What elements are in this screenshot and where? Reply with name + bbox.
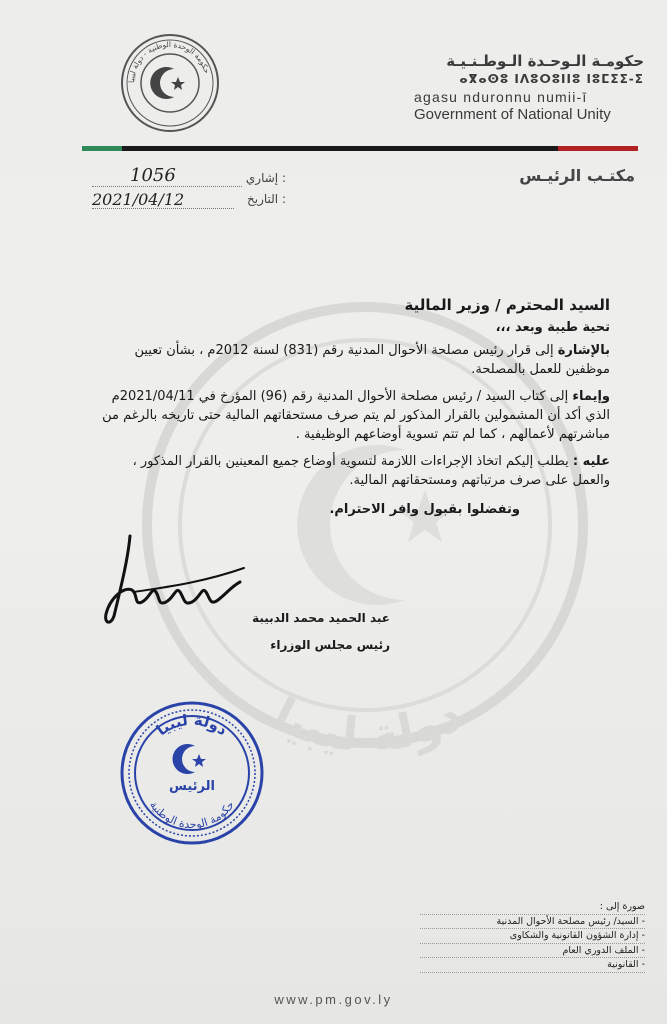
government-seal — [120, 33, 220, 133]
list-item: - القانونية — [420, 958, 645, 973]
government-name-amazigh-latin: agasu nduronnu numii-ī — [414, 89, 588, 105]
flag-black-stripe — [122, 146, 558, 151]
paragraph-context — [95, 387, 610, 444]
flag-red-stripe — [558, 146, 638, 151]
flag-color-bar — [82, 146, 638, 151]
list-item: - السيد/ رئيس مصلحة الأحوال المدنية — [420, 915, 645, 930]
paragraph-reference — [95, 341, 610, 379]
closing-line: وتفضلوا بقبول وافر الاحترام. — [329, 502, 520, 517]
stamp-bottom-text: حكومة الوحدة الوطنية — [147, 798, 237, 832]
signatory-name: عبد الحميد محمد الدبيبة — [252, 611, 390, 625]
copies-heading: صورة إلى : — [420, 900, 645, 915]
reference-number: 1056 — [130, 165, 176, 186]
handwritten-signature — [98, 528, 248, 628]
svg-text:حكومة الوحدة الوطنية — [147, 799, 237, 831]
paragraph-text: يطلب إليكم اتخاذ الإجراءات اللازمة لتسوية أوضاع جميع المعينين بالقرار المذكور ، والعمل على صرف مرتباتهم ومستحقاتهم المالية. — [132, 454, 610, 488]
government-name-arabic: حكومـة الـوحـدة الـوطـنـيـة — [446, 52, 644, 70]
government-name-english: Government of National Unity — [414, 106, 611, 123]
stamp-center-text: الرئيس — [169, 779, 215, 794]
stamp-top-text: دولة ليبيا — [152, 710, 231, 740]
paragraph-request — [95, 452, 610, 490]
seal-text: حكومة الوحدة الوطنية - دولة ليبيا — [126, 39, 212, 84]
footer-website: www.pm.gov.ly — [274, 992, 393, 1007]
reference-dotted-line — [92, 186, 242, 187]
office-title: مكتـب الرئيـس — [519, 166, 635, 185]
letter-body — [95, 296, 610, 519]
svg-text:دولة ليبيا — [153, 711, 231, 740]
government-name-tifinagh: ⴰⴳⴰⵙⵓ ⵏⴷⵓⵔⵓⵏⵏⵓ ⵏⵓⵎⵉⵉ-ⵉ — [459, 72, 644, 86]
flag-green-stripe — [82, 146, 122, 151]
date-value: 2021/04/12 — [92, 190, 185, 209]
date-label: التاريخ : — [246, 192, 286, 206]
greeting-line: تحية طيبة وبعد ،،، — [495, 320, 610, 335]
recipient-line: السيد المحترم / وزير المالية — [404, 296, 610, 314]
list-item: - إدارة الشؤون القانونية والشكاوى — [420, 929, 645, 944]
reference-label: إشاري : — [245, 171, 286, 185]
paragraph-lead: بالإشارة — [557, 343, 610, 358]
paragraph-text: إلى قرار رئيس مصلحة الأحوال المدنية رقم (831) لسنة 2012م ، بشأن تعيين موظفين للعمل بالمصلحة. — [134, 343, 610, 377]
list-item: - الملف الدوري العام — [420, 944, 645, 959]
paragraph-text: إلى كتاب السيد / رئيس مصلحة الأحوال المدنية رقم (96) المؤرخ في 2021/04/11م الذي أكد أن المشمولين بالقرار المذكور لم يتم صرف مستحقاتهم المالية حتى تاريخه بالرغم من مباشرتهم لأعمالهم ، كما لم تتم تسوية أوضاعهم الوظيفية . — [102, 389, 610, 442]
svg-text:دولة ليبيا — [265, 687, 471, 762]
signatory-title: رئيس مجلس الوزراء — [270, 638, 390, 652]
official-stamp — [117, 698, 267, 848]
watermark-text: دولة ليبيا — [264, 686, 471, 763]
paragraph-lead: عليه : — [572, 454, 610, 469]
copies-list — [420, 900, 645, 973]
paragraph-lead: وإيماء — [572, 389, 610, 404]
